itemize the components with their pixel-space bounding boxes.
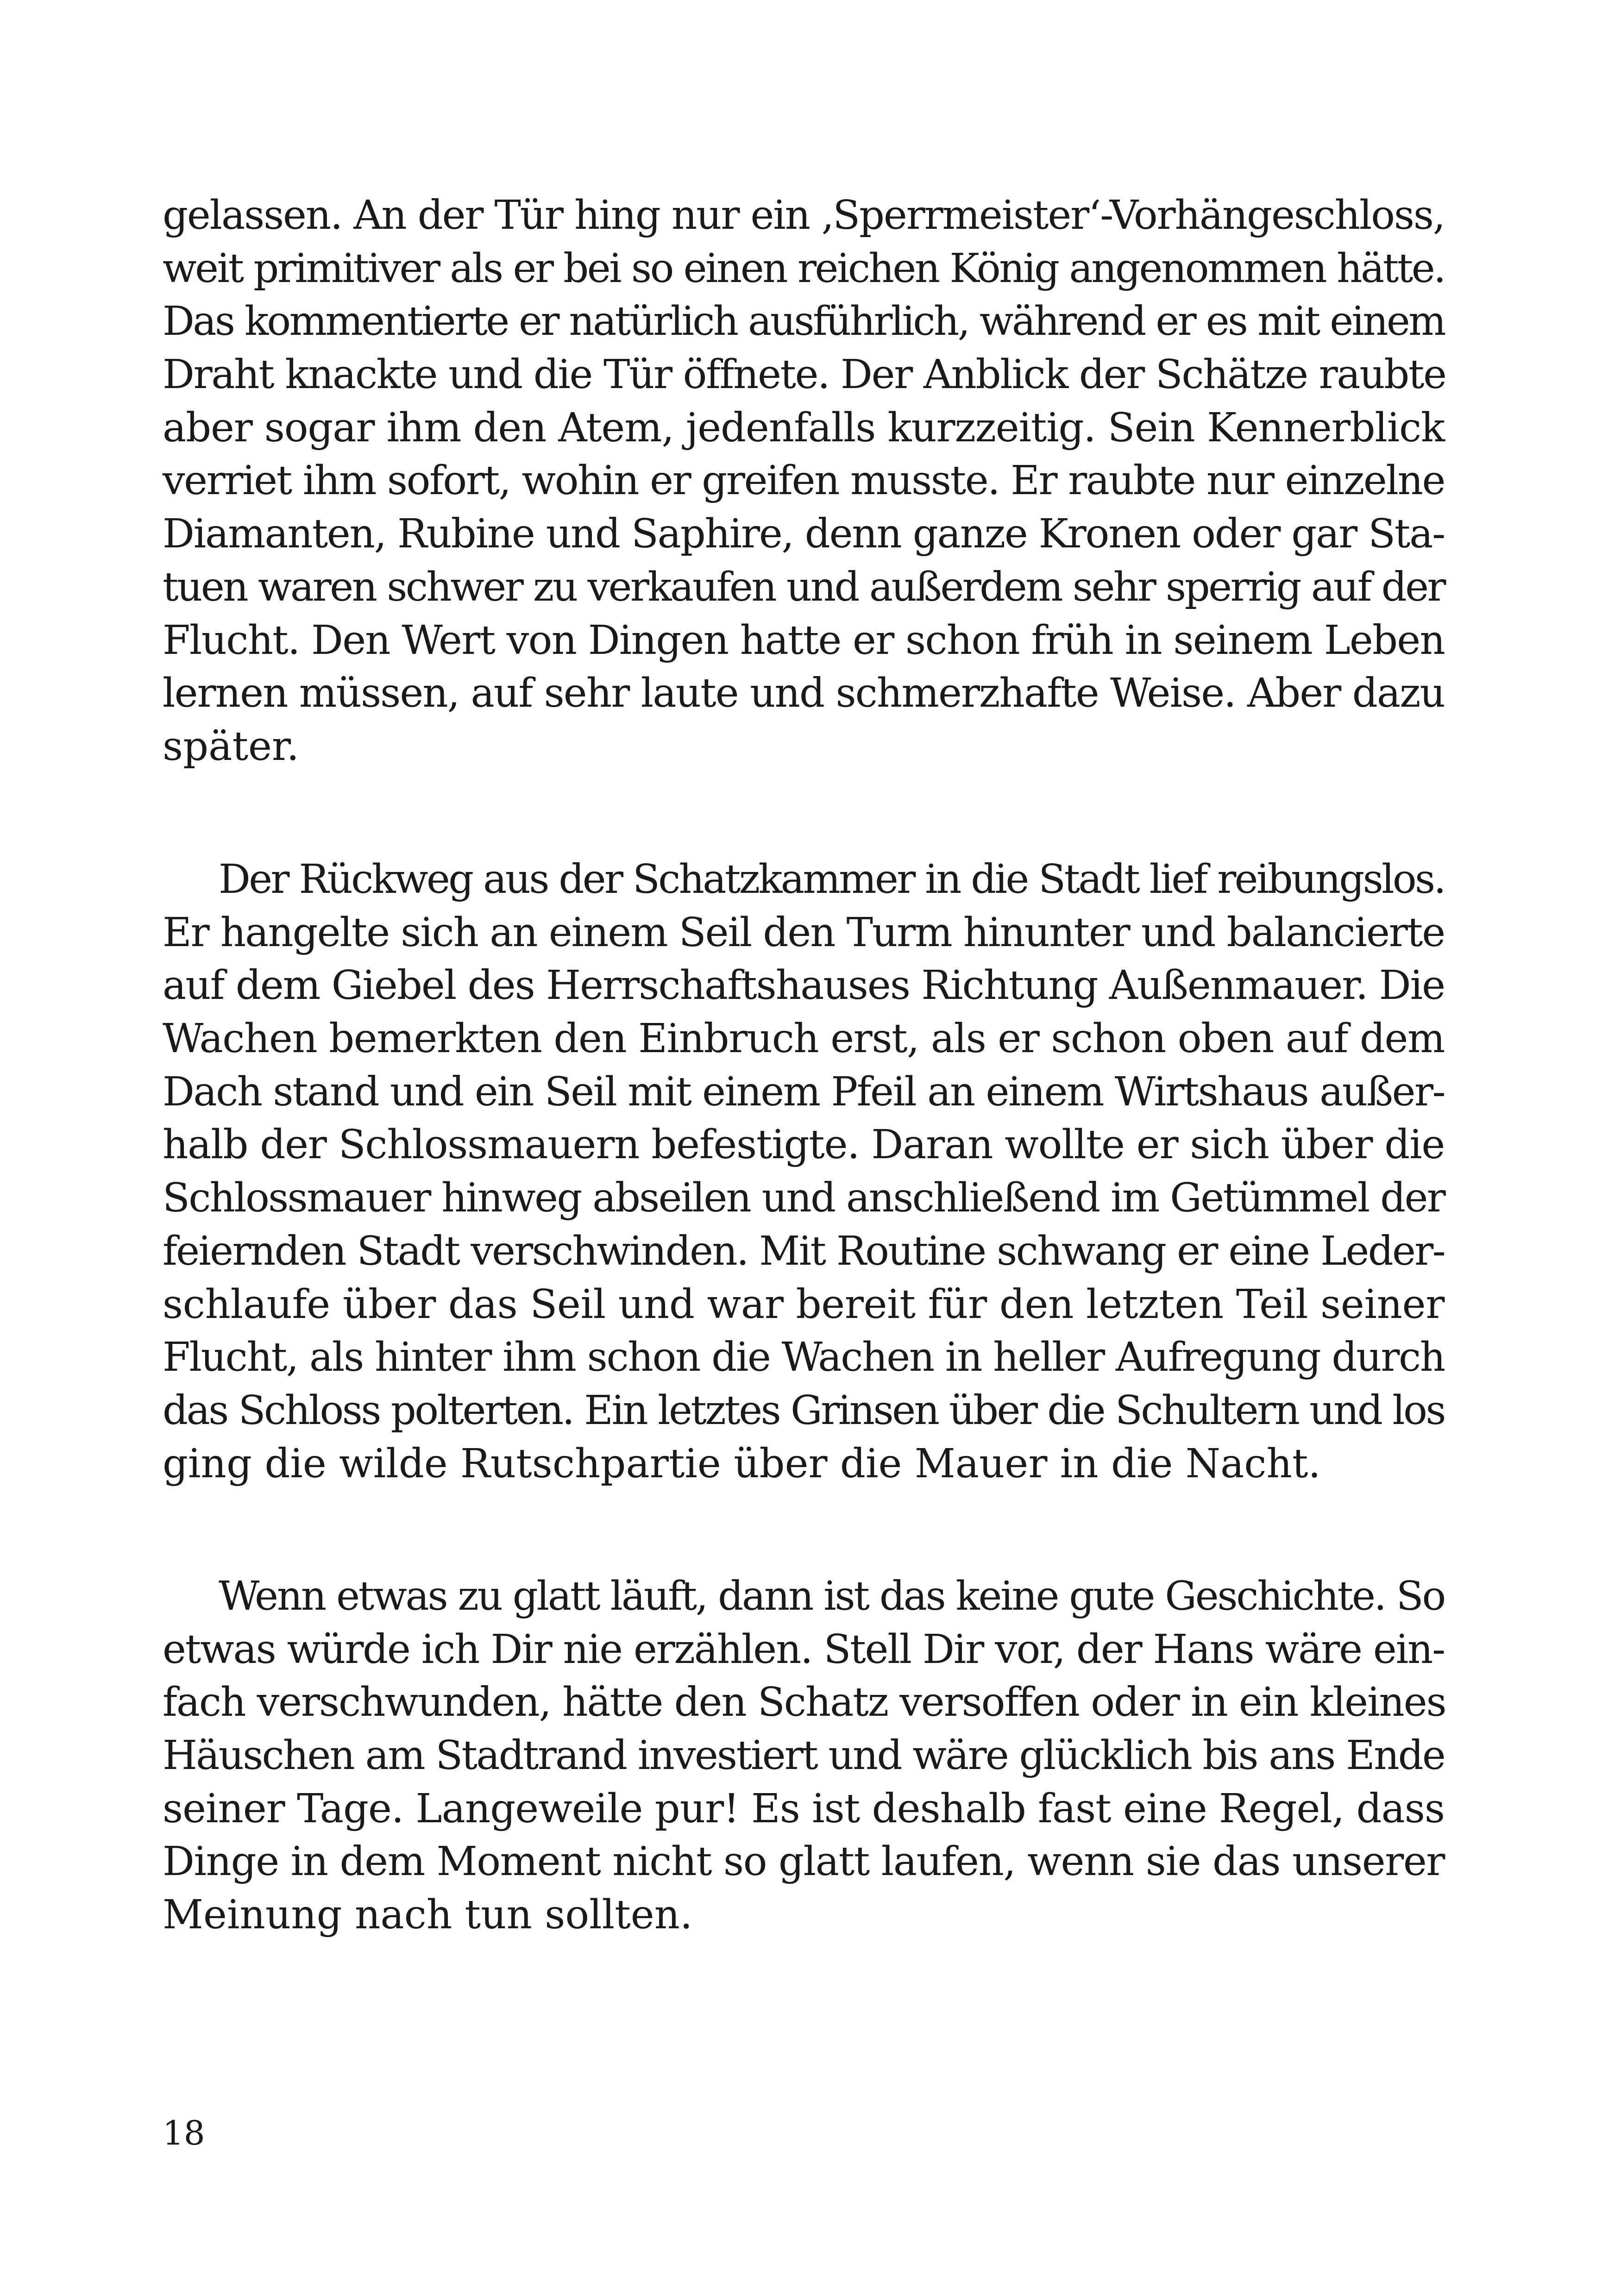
text-line: gelassen. An der Tür hing nur ein ‚Sperrmeister‘-Vorhängeschloss, xyxy=(163,192,1445,238)
text-line: schlaufe über das Seil und war bereit für den letzten Teil seiner xyxy=(163,1281,1445,1328)
text-line: fach verschwunden, hätte den Schatz versoffen oder in ein kleines xyxy=(163,1679,1446,1726)
text-line: weit primitiver als er bei so einen reichen König angenommen hätte. xyxy=(163,245,1445,292)
text-line: Dach stand und ein Seil mit einem Pfeil an einem Wirtshaus außer- xyxy=(163,1068,1445,1115)
text-line: Wenn etwas zu glatt läuft, dann ist das keine gute Geschichte. So xyxy=(219,1573,1445,1619)
text-line: seiner Tage. Langeweile pur! Es ist deshalb fast eine Regel, dass xyxy=(163,1785,1445,1832)
text-line: aber sogar ihm den Atem, jedenfalls kurzzeitig. Sein Kennerblick xyxy=(163,404,1445,451)
text-line: ging die wilde Rutschpartie über die Mauer in die Nacht. xyxy=(163,1440,1321,1487)
page-number: 18 xyxy=(163,2114,205,2152)
text-line: Flucht. Den Wert von Dingen hatte er schon früh in seinem Leben xyxy=(163,617,1445,664)
text-line: Schlossmauer hinweg abseilen und anschließend im Getümmel der xyxy=(163,1175,1445,1222)
text-line: Dinge in dem Moment nicht so glatt laufen, wenn sie das unserer xyxy=(163,1838,1445,1885)
paragraph-1 xyxy=(163,189,1445,773)
paragraph-2 xyxy=(163,853,1445,1490)
text-line: auf dem Giebel des Herrschaftshauses Richtung Außenmauer. Die xyxy=(163,962,1445,1009)
text-line: lernen müssen, auf sehr laute und schmerzhafte Weise. Aber dazu xyxy=(163,670,1445,717)
text-line: tuen waren schwer zu verkaufen und außerdem sehr sperrig auf der xyxy=(163,564,1445,610)
text-line: etwas würde ich Dir nie erzählen. Stell Dir vor, der Hans wäre ein- xyxy=(163,1626,1445,1673)
text-line: verriet ihm sofort, wohin er greifen musste. Er raubte nur einzelne xyxy=(163,458,1445,504)
text-line: Meinung nach tun sollten. xyxy=(163,1892,693,1938)
text-line: Flucht, als hinter ihm schon die Wachen in heller Aufregung durch xyxy=(163,1334,1445,1381)
text-line: Häuschen am Stadtrand investiert und wäre glücklich bis ans Ende xyxy=(163,1732,1445,1779)
text-line: Diamanten, Rubine und Saphire, denn ganze Kronen oder gar Sta- xyxy=(163,511,1445,558)
text-line: halb der Schlossmauern befestigte. Daran wollte er sich über die xyxy=(163,1122,1445,1168)
text-line: Das kommentierte er natürlich ausführlich, während er es mit einem xyxy=(163,298,1445,345)
text-line: das Schloss polterten. Ein letztes Grinsen über die Schultern und los xyxy=(163,1387,1445,1434)
text-line: später. xyxy=(163,723,299,770)
text-line: Wachen bemerkten den Einbruch erst, als er schon oben auf dem xyxy=(163,1016,1445,1062)
text-line: feiernden Stadt verschwinden. Mit Routine schwang er eine Leder- xyxy=(163,1228,1445,1274)
text-line: Er hangelte sich an einem Seil den Turm hinunter und balancierte xyxy=(163,909,1445,956)
text-line: Draht knackte und die Tür öffnete. Der Anblick der Schätze raubte xyxy=(163,351,1446,398)
paragraph-3 xyxy=(163,1570,1445,1942)
text-line: Der Rückweg aus der Schatzkammer in die Stadt lief reibungslos. xyxy=(219,856,1445,903)
